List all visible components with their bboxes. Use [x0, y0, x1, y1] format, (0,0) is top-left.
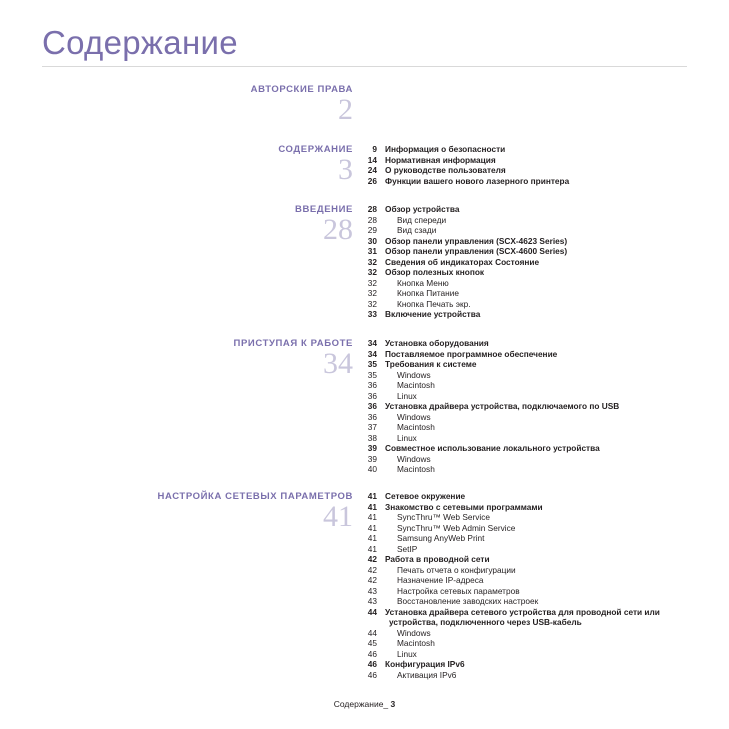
toc-entry-page: 42 — [367, 554, 377, 564]
toc-entry-title: Знакомство с сетевыми программами — [385, 501, 543, 512]
toc-entry-page: 44 — [367, 627, 377, 638]
toc-entry[interactable] — [364, 215, 694, 226]
toc-entry-page: 46 — [367, 648, 377, 659]
toc-entry[interactable] — [364, 246, 694, 257]
toc-entry[interactable] — [364, 380, 694, 391]
toc-entry-title: Linux — [397, 390, 417, 401]
toc-entry-page: 9 — [372, 144, 377, 154]
toc-entry-page: 44 — [367, 606, 377, 617]
toc-entry-title: Конфигурация IPv6 — [385, 659, 465, 669]
toc-entry[interactable] — [364, 288, 694, 299]
toc-entry[interactable] — [364, 267, 694, 278]
toc-entry-page: 24 — [367, 165, 377, 175]
toc-entry-page: 32 — [367, 298, 377, 309]
toc-entry-title: Сведения об индикаторах Состояние — [385, 256, 540, 267]
toc-entry-page: 43 — [367, 585, 377, 596]
footer-page-number: 3 — [390, 699, 396, 709]
toc-entry-title: Функции вашего нового лазерного принтера — [385, 175, 570, 186]
toc-entry-page: 32 — [367, 267, 377, 277]
toc-entries-getting-started — [364, 338, 694, 475]
toc-entry-title: Windows — [397, 369, 431, 380]
toc-entry-title: Поставляемое программное обеспечение — [385, 348, 558, 359]
toc-entry-page: 41 — [367, 543, 377, 554]
toc-entry[interactable] — [364, 225, 694, 236]
section-page-getting-started: 34 — [323, 347, 353, 380]
section-page-introduction: 28 — [323, 213, 353, 246]
toc-entry-title: Macintosh — [397, 422, 435, 432]
toc-entry-title-line2: устройства, подключенного через USB-кабель — [389, 617, 582, 627]
toc-entry[interactable] — [364, 338, 694, 349]
toc-entry-title: Windows — [397, 627, 431, 638]
toc-entry[interactable] — [364, 412, 694, 423]
toc-entry-title: Требования к системе — [385, 359, 477, 369]
toc-entry-title: Вид спереди — [397, 214, 447, 225]
toc-entry-page: 35 — [367, 359, 377, 369]
toc-entry-title: Вид сзади — [397, 225, 437, 235]
toc-entry-title: Сетевое окружение — [385, 491, 466, 501]
toc-entry-page: 28 — [367, 214, 377, 225]
toc-entry-title: Информация о безопасности — [385, 144, 506, 154]
toc-entry-title: Назначение IP-адреса — [397, 575, 484, 585]
toc-entry-title: Настройка сетевых параметров — [397, 585, 520, 596]
toc-entry[interactable] — [364, 670, 694, 681]
toc-entry-page: 36 — [367, 411, 377, 422]
toc-entry-page: 34 — [367, 348, 377, 359]
toc-entry[interactable] — [364, 628, 694, 639]
toc-entry[interactable] — [364, 607, 694, 628]
toc-entry[interactable] — [364, 176, 694, 187]
toc-entry-title: Совместное использование локального устройства — [385, 443, 600, 453]
toc-entry-page: 42 — [367, 575, 377, 585]
toc-entry-page: 29 — [367, 225, 377, 235]
toc-entry-title-line1: Установка драйвера сетевого устройства для проводной сети или — [385, 606, 660, 617]
toc-entry[interactable] — [364, 299, 694, 310]
toc-entry-title: О руководстве пользователя — [385, 165, 506, 175]
toc-entry-page: 26 — [367, 175, 377, 186]
toc-entry[interactable] — [364, 638, 694, 649]
toc-entry-title: Обзор устройства — [385, 204, 460, 214]
toc-entries-network-setup — [364, 491, 694, 680]
toc-entry[interactable] — [364, 596, 694, 607]
toc-entry[interactable] — [364, 349, 694, 360]
toc-entry[interactable] — [364, 491, 694, 502]
toc-entry-title: Кнопка Печать экр. — [397, 298, 471, 309]
toc-entry[interactable] — [364, 512, 694, 523]
title-divider — [42, 66, 687, 67]
toc-entry-title: Печать отчета о конфигурации — [397, 564, 516, 575]
toc-entry-page: 31 — [367, 246, 377, 256]
page-title: Содержание — [42, 24, 238, 61]
section-label-contents[interactable]: СОДЕРЖАНИЕ — [278, 144, 353, 155]
toc-entry[interactable] — [364, 659, 694, 670]
toc-entry-page: 40 — [367, 464, 377, 474]
toc-entry-page: 14 — [367, 154, 377, 165]
toc-entry-title: Нормативная информация — [385, 154, 496, 165]
toc-entry-page: 37 — [367, 422, 377, 432]
section-page-network-setup: 41 — [323, 500, 353, 533]
toc-entry-title: Кнопка Меню — [397, 277, 449, 288]
section-label-copyright[interactable]: АВТОРСКИЕ ПРАВА — [250, 84, 353, 95]
toc-entry-page: 36 — [367, 390, 377, 401]
toc-entry[interactable] — [364, 422, 694, 433]
toc-entry-page: 32 — [367, 288, 377, 298]
toc-entry[interactable] — [364, 370, 694, 381]
toc-entry[interactable] — [364, 236, 694, 247]
toc-entry-page: 30 — [367, 235, 377, 246]
toc-entry[interactable] — [364, 523, 694, 534]
toc-entry-page: 43 — [367, 596, 377, 606]
section-label-getting-started[interactable]: ПРИСТУПАЯ К РАБОТЕ — [233, 338, 353, 349]
toc-entry-page: 41 — [367, 533, 377, 543]
toc-entry-title: Обзор панели управления (SCX-4600 Series) — [385, 246, 568, 256]
toc-entry-title: Macintosh — [397, 464, 435, 474]
toc-entry-page: 46 — [367, 669, 377, 680]
toc-entry-title: Работа в проводной сети — [385, 554, 490, 564]
toc-entry[interactable] — [364, 454, 694, 465]
toc-entry-title: Установка оборудования — [385, 338, 489, 348]
toc-entry-page: 33 — [367, 309, 377, 319]
toc-entry-title: SetIP — [397, 543, 418, 554]
toc-entry[interactable] — [364, 257, 694, 268]
toc-entry[interactable] — [364, 433, 694, 444]
toc-entry-page: 32 — [367, 256, 377, 267]
toc-entry[interactable] — [364, 533, 694, 544]
toc-entry-page: 34 — [367, 338, 377, 348]
toc-entry-title: Macintosh — [397, 638, 435, 648]
toc-entry[interactable] — [364, 502, 694, 513]
toc-entry-page: 28 — [367, 204, 377, 214]
toc-entry[interactable] — [364, 359, 694, 370]
toc-entry-page: 35 — [367, 369, 377, 380]
toc-entry-page: 36 — [367, 380, 377, 390]
toc-entry[interactable] — [364, 554, 694, 565]
toc-entry[interactable] — [364, 165, 694, 176]
toc-entry[interactable] — [364, 401, 694, 412]
toc-entry[interactable] — [364, 144, 694, 155]
toc-entry-page: 38 — [367, 432, 377, 443]
toc-entry[interactable] — [364, 575, 694, 586]
section-page-contents: 3 — [338, 153, 353, 186]
toc-entry-title: Windows — [397, 411, 431, 422]
toc-entry-title: Linux — [397, 432, 417, 443]
toc-entry[interactable] — [364, 464, 694, 475]
toc-entry-title: Macintosh — [397, 380, 435, 390]
toc-entry[interactable] — [364, 443, 694, 454]
toc-entry-page: 36 — [367, 401, 377, 411]
toc-entry-title: Установка драйвера устройства, подключаемого по USB — [385, 401, 620, 411]
toc-entry-page: 32 — [367, 277, 377, 288]
toc-entry-page: 42 — [367, 564, 377, 575]
toc-entry-title: Кнопка Питание — [397, 288, 460, 298]
footer-label: Содержание_ — [333, 699, 391, 709]
toc-entry[interactable] — [364, 309, 694, 320]
toc-entry-page: 41 — [367, 491, 377, 501]
toc-entry-title: Обзор полезных кнопок — [385, 267, 485, 277]
toc-entry-title: Samsung AnyWeb Print — [397, 533, 485, 543]
toc-entry[interactable] — [364, 544, 694, 555]
toc-entry[interactable] — [364, 565, 694, 576]
toc-entry-title: Windows — [397, 453, 431, 464]
page-footer — [0, 699, 729, 709]
toc-entry[interactable] — [364, 155, 694, 166]
toc-entry[interactable] — [364, 649, 694, 660]
section-label-network-setup[interactable]: НАСТРОЙКА СЕТЕВЫХ ПАРАМЕТРОВ — [157, 491, 353, 502]
toc-entry[interactable] — [364, 586, 694, 597]
toc-entry-page: 46 — [367, 659, 377, 669]
toc-entry-page: 41 — [367, 501, 377, 512]
toc-entry-title: SyncThru™ Web Admin Service — [397, 522, 516, 533]
section-page-copyright: 2 — [338, 93, 353, 126]
toc-entry-title: Активация IPv6 — [397, 669, 457, 680]
toc-entry-title: SyncThru™ Web Service — [397, 512, 490, 522]
section-label-introduction[interactable]: ВВЕДЕНИЕ — [295, 204, 353, 215]
toc-entries-contents — [364, 144, 694, 186]
toc-entry[interactable] — [364, 391, 694, 402]
toc-entries-introduction — [364, 204, 694, 320]
toc-entry-page: 39 — [367, 453, 377, 464]
toc-entry[interactable] — [364, 278, 694, 289]
toc-entry-title: Включение устройства — [385, 309, 481, 319]
toc-entry-page: 39 — [367, 443, 377, 453]
toc-entry-page: 41 — [367, 522, 377, 533]
toc-entry-title: Linux — [397, 648, 417, 659]
toc-entry-page: 45 — [367, 638, 377, 648]
toc-entry-title: Восстановление заводских настроек — [397, 596, 539, 606]
toc-entry-page: 41 — [367, 512, 377, 522]
toc-entry[interactable] — [364, 204, 694, 215]
toc-entry-title: Обзор панели управления (SCX-4623 Series) — [385, 235, 568, 246]
toc-entry-title — [385, 607, 695, 628]
